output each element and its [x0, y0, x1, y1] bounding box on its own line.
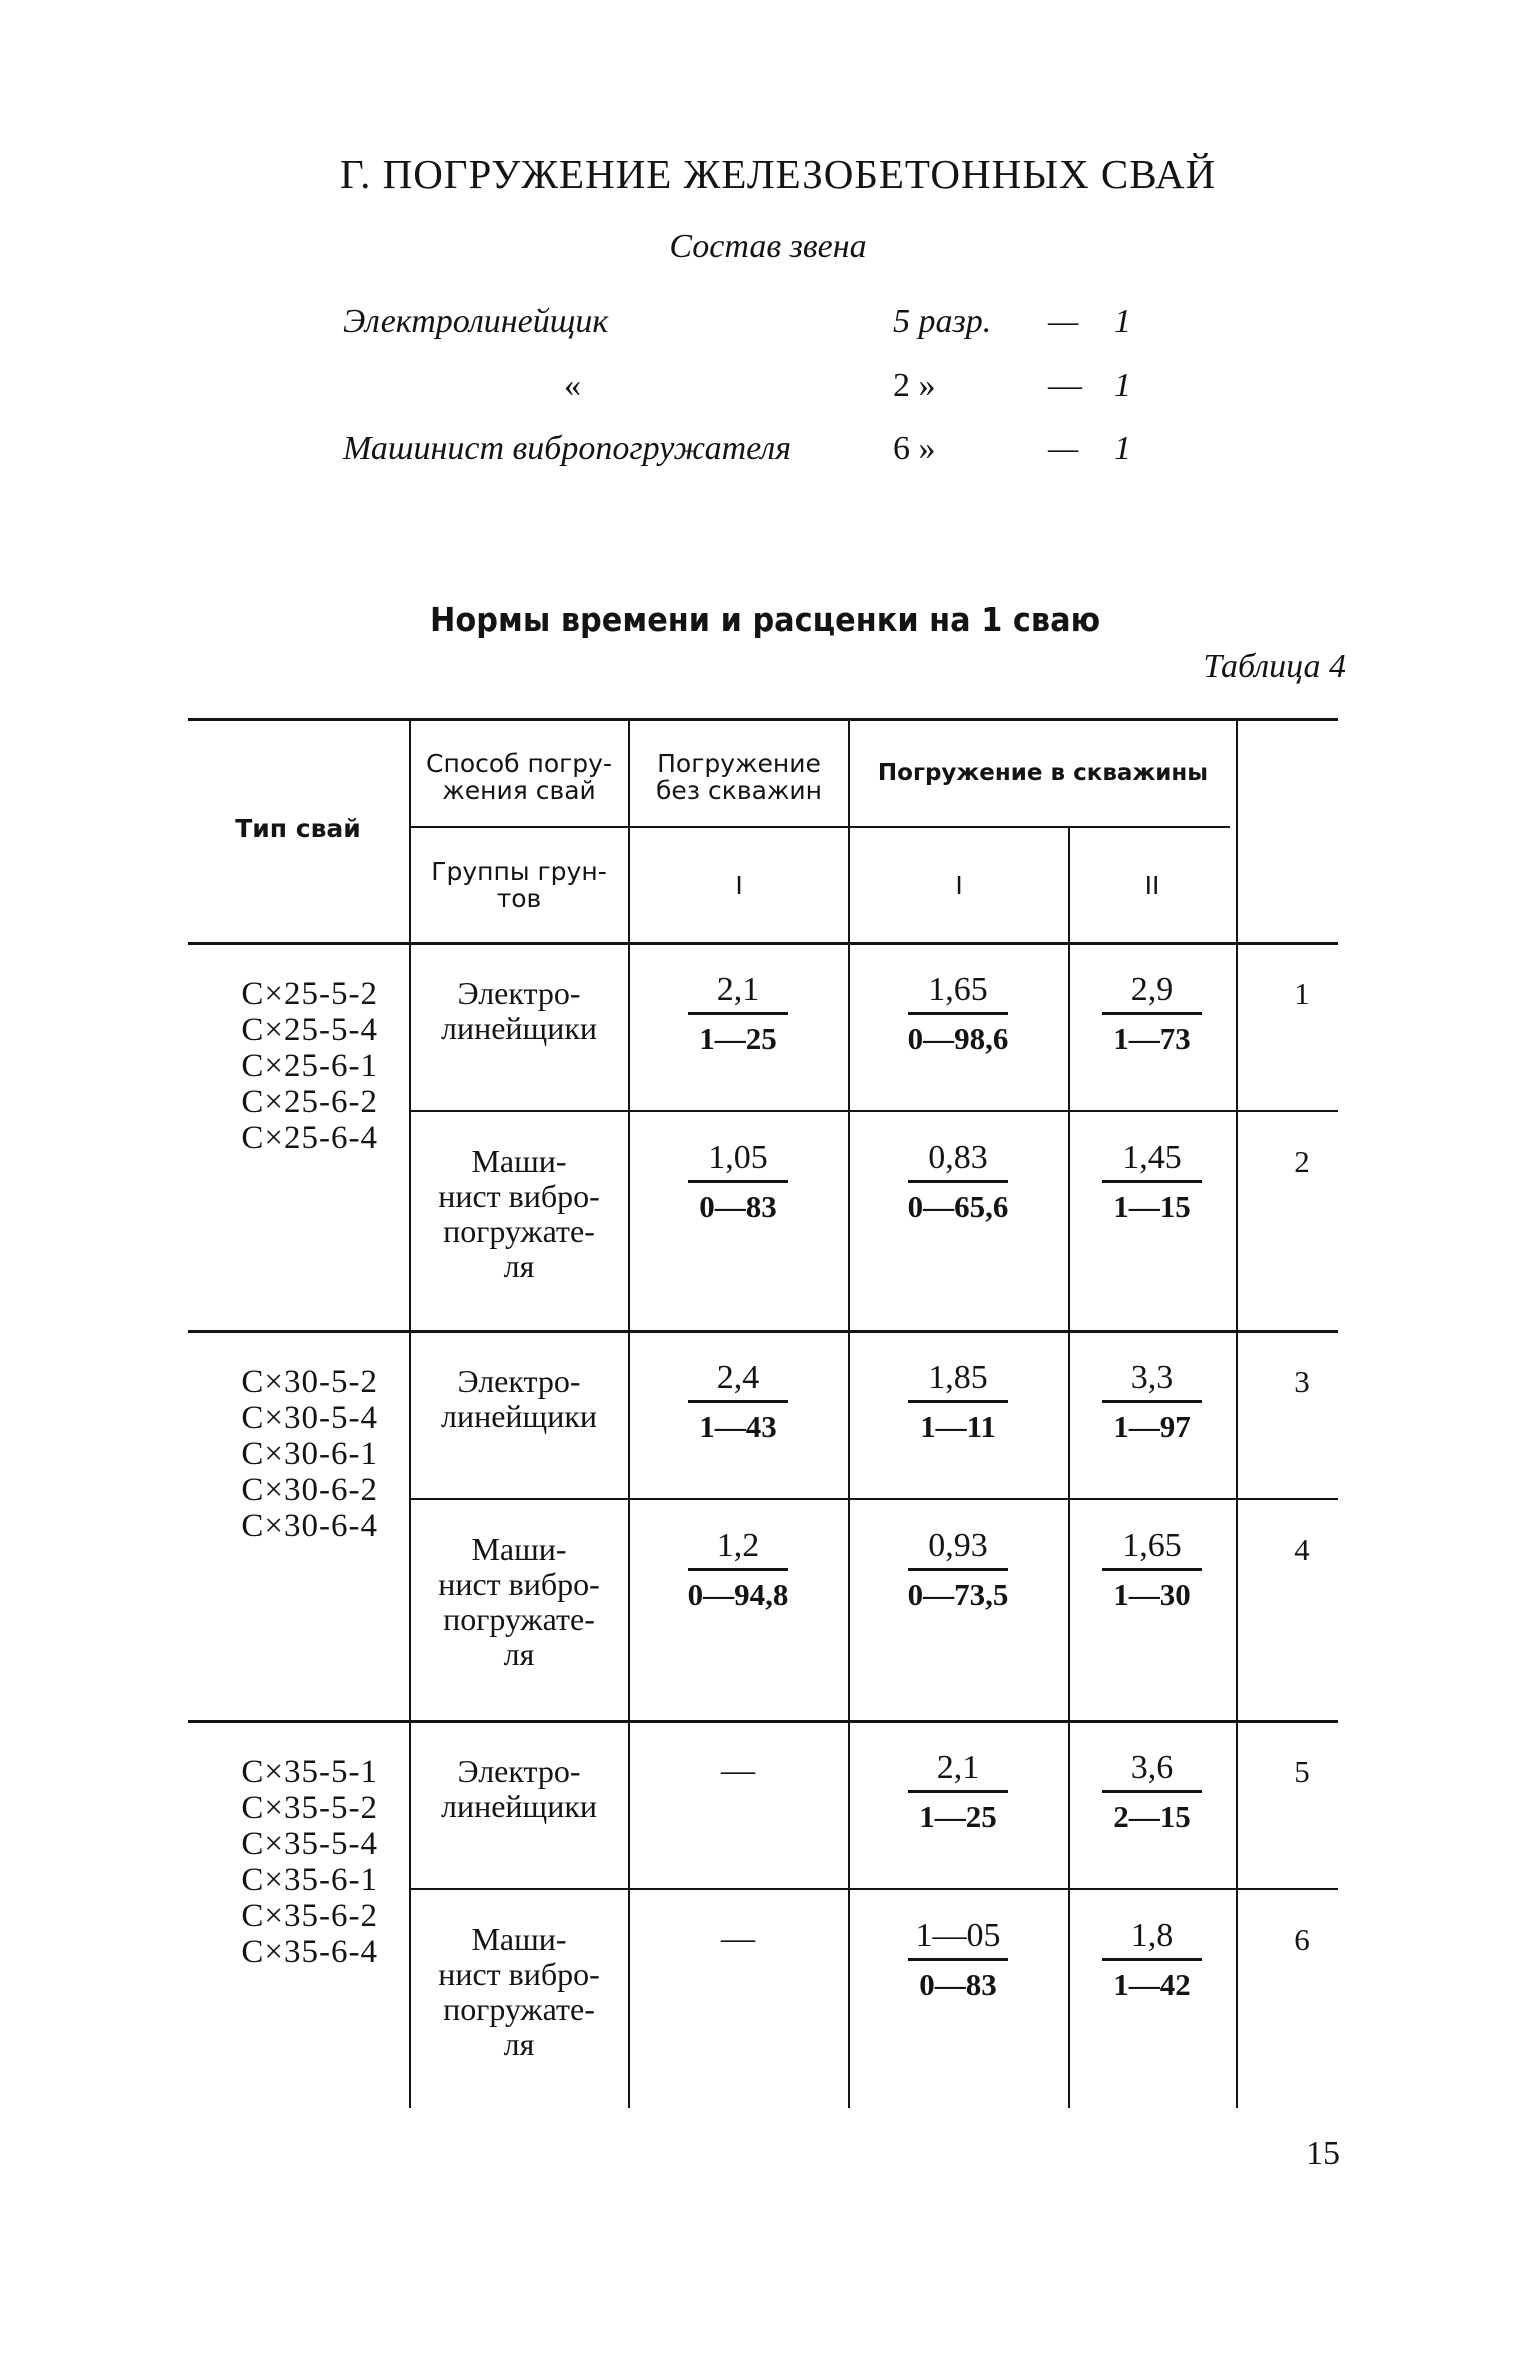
- method-line: Маши-: [471, 1921, 567, 1957]
- row-number: 5: [1294, 1754, 1310, 1789]
- method-line: линейщики: [441, 1398, 597, 1434]
- norm-fraction: [883, 1748, 1033, 1835]
- header-soil-groups: Группы грун-тов: [431, 857, 607, 913]
- fraction-bar: [688, 1400, 788, 1403]
- method-line: ля: [503, 1248, 535, 1284]
- norm-fraction: [883, 970, 1033, 1057]
- pile-type: С×30-5-4: [241, 1400, 378, 1436]
- time-norm: 2,4: [716, 1359, 760, 1396]
- pile-type: С×30-6-1: [241, 1436, 378, 1472]
- crew-role: «: [564, 367, 581, 404]
- crew-heading: Состав звена: [669, 228, 867, 265]
- method-line: линейщики: [441, 1788, 597, 1824]
- empty-dash: —: [721, 1752, 755, 1789]
- method-cell: [412, 1754, 626, 1824]
- rate-value: 1—25: [919, 1799, 997, 1834]
- pile-type: С×35-6-4: [241, 1934, 378, 1970]
- fraction-bar: [908, 1790, 1008, 1793]
- norm-fraction: [663, 1358, 813, 1445]
- method-line: нист вибро-: [438, 1956, 600, 1992]
- table-label: Таблица 4: [1203, 648, 1346, 685]
- method-cell: [412, 1364, 626, 1434]
- method-line: ля: [503, 2026, 535, 2062]
- time-norm: 2,9: [1130, 971, 1174, 1008]
- crew-count: 1: [1114, 430, 1131, 467]
- crew-grade: 6 »: [893, 430, 936, 467]
- rate-value: 1—73: [1113, 1021, 1191, 1056]
- crew-row: [0, 367, 1536, 411]
- norm-fraction: [883, 1916, 1033, 2003]
- fraction-bar: [1102, 1568, 1202, 1571]
- row-number: 6: [1294, 1922, 1310, 1957]
- col-rule: [409, 720, 411, 2108]
- table-top-rule: [188, 718, 1338, 721]
- crew-count: 1: [1114, 367, 1131, 404]
- crew-row: [0, 303, 1536, 347]
- header-group-1: I: [955, 871, 963, 900]
- norm-fraction: [1077, 1748, 1227, 1835]
- header-group-2: II: [1144, 871, 1160, 900]
- time-norm: 1—05: [915, 1917, 1001, 1954]
- time-norm: 1,05: [708, 1139, 768, 1176]
- rate-value: 1—43: [699, 1409, 777, 1444]
- time-norm: 1,2: [716, 1527, 760, 1564]
- method-cell: [412, 1922, 626, 2062]
- fraction-bar: [908, 1012, 1008, 1015]
- pile-type: С×35-5-2: [241, 1790, 378, 1826]
- row-number: 3: [1294, 1364, 1310, 1399]
- pile-type: С×35-6-2: [241, 1898, 378, 1934]
- time-norm: 2,1: [936, 1749, 980, 1786]
- group-rule: [188, 1330, 1338, 1333]
- rate-value: 0—83: [919, 1967, 997, 2002]
- col-rule: [1236, 720, 1238, 2108]
- fraction-bar: [908, 1568, 1008, 1571]
- pile-type: С×30-6-4: [241, 1508, 378, 1544]
- method-line: Маши-: [471, 1143, 567, 1179]
- group-rule: [188, 1720, 1338, 1723]
- rate-value: 1—25: [699, 1021, 777, 1056]
- method-line: погружате-: [443, 1991, 595, 2027]
- norm-fraction: [1077, 1526, 1227, 1613]
- row-rule: [410, 1498, 1338, 1500]
- page-number: 15: [1306, 2135, 1340, 2172]
- row-number: 4: [1294, 1532, 1310, 1567]
- method-line: погружате-: [443, 1213, 595, 1249]
- method-cell: [412, 976, 626, 1046]
- pile-type: С×25-6-2: [241, 1084, 378, 1120]
- norms-title: Нормы времени и расценки на 1 сваю: [430, 600, 1101, 639]
- pile-type: С×35-6-1: [241, 1862, 378, 1898]
- crew-grade: 5 разр.: [893, 303, 992, 340]
- row-rule: [410, 1888, 1338, 1890]
- pile-type-list: [188, 1754, 378, 1970]
- col-rule: [628, 720, 630, 2108]
- pile-type: С×30-6-2: [241, 1472, 378, 1508]
- method-line: Электро-: [457, 1363, 581, 1399]
- norm-fraction: [1077, 1138, 1227, 1225]
- time-norm: 0,93: [928, 1527, 988, 1564]
- norm-fraction: [1077, 1358, 1227, 1445]
- time-norm: 3,3: [1130, 1359, 1174, 1396]
- crew-row: [0, 430, 1536, 474]
- fraction-bar: [1102, 1958, 1202, 1961]
- method-line: погружате-: [443, 1601, 595, 1637]
- norm-fraction: [1077, 970, 1227, 1057]
- crew-count: 1: [1114, 303, 1131, 340]
- rate-value: 0—94,8: [687, 1577, 789, 1612]
- pile-type: С×25-6-4: [241, 1120, 378, 1156]
- norm-fraction: [663, 1138, 813, 1225]
- section-title: Г. ПОГРУЖЕНИЕ ЖЕЛЕЗОБЕТОННЫХ СВАЙ: [340, 151, 1217, 197]
- fraction-bar: [1102, 1180, 1202, 1183]
- row-rule: [410, 1110, 1338, 1112]
- fraction-bar: [1102, 1790, 1202, 1793]
- crew-role: Электролинейщик: [343, 303, 609, 340]
- time-norm: 1,65: [1122, 1527, 1182, 1564]
- norm-fraction: [663, 1526, 813, 1613]
- rate-value: 1—97: [1113, 1409, 1191, 1444]
- method-line: Электро-: [457, 975, 581, 1011]
- fraction-bar: [1102, 1400, 1202, 1403]
- header-bottom-rule: [188, 942, 1338, 945]
- header-no-wells: Погружение без скважин: [655, 749, 823, 805]
- norm-fraction: [883, 1358, 1033, 1445]
- pile-type-list: [188, 1364, 378, 1544]
- fraction-bar: [908, 1180, 1008, 1183]
- pile-type: С×30-5-2: [241, 1364, 378, 1400]
- fraction-bar: [688, 1012, 788, 1015]
- crew-dash: —: [1048, 367, 1082, 404]
- time-norm: 1,8: [1130, 1917, 1174, 1954]
- method-line: ля: [503, 1636, 535, 1672]
- method-cell: [412, 1144, 626, 1284]
- crew-dash: —: [1048, 303, 1079, 340]
- rate-value: 0—98,6: [907, 1021, 1009, 1056]
- rate-value: 1—15: [1113, 1189, 1191, 1224]
- crew-role: Машинист вибропогружателя: [343, 430, 792, 467]
- header-pile-type: Тип свай: [235, 814, 361, 843]
- rate-value: 0—83: [699, 1189, 777, 1224]
- rate-value: 1—11: [920, 1409, 996, 1444]
- norm-fraction: [663, 970, 813, 1057]
- method-line: нист вибро-: [438, 1566, 600, 1602]
- time-norm: 1,65: [928, 971, 988, 1008]
- norm-fraction: [883, 1138, 1033, 1225]
- method-line: нист вибро-: [438, 1178, 600, 1214]
- fraction-bar: [908, 1400, 1008, 1403]
- header-mid-rule: [410, 826, 1230, 828]
- pile-type: С×35-5-4: [241, 1826, 378, 1862]
- method-cell: [412, 1532, 626, 1672]
- method-line: линейщики: [441, 1010, 597, 1046]
- method-line: Электро-: [457, 1753, 581, 1789]
- fraction-bar: [688, 1180, 788, 1183]
- time-norm: 3,6: [1130, 1749, 1174, 1786]
- rate-value: 0—73,5: [907, 1577, 1009, 1612]
- rate-value: 2—15: [1113, 1799, 1191, 1834]
- crew-grade: 2 »: [893, 367, 936, 404]
- rate-value: 1—42: [1113, 1967, 1191, 2002]
- header-method: Способ погру-жения свай: [426, 749, 612, 805]
- row-number: 1: [1294, 976, 1310, 1011]
- norm-fraction: [883, 1526, 1033, 1613]
- col-rule: [848, 720, 850, 2108]
- time-norm: 1,85: [928, 1359, 988, 1396]
- pile-type: С×25-6-1: [241, 1048, 378, 1084]
- time-norm: 2,1: [716, 971, 760, 1008]
- method-line: Маши-: [471, 1531, 567, 1567]
- pile-type-list: [188, 976, 378, 1156]
- crew-dash: —: [1048, 430, 1079, 467]
- fraction-bar: [688, 1568, 788, 1571]
- rate-value: 0—65,6: [907, 1189, 1009, 1224]
- pile-type: С×35-5-1: [241, 1754, 378, 1790]
- time-norm: 1,45: [1122, 1139, 1182, 1176]
- pile-type: С×25-5-2: [241, 976, 378, 1012]
- pile-type: С×25-5-4: [241, 1012, 378, 1048]
- rate-value: 1—30: [1113, 1577, 1191, 1612]
- row-number: 2: [1294, 1144, 1310, 1179]
- fraction-bar: [908, 1958, 1008, 1961]
- empty-dash: —: [721, 1920, 755, 1957]
- fraction-bar: [1102, 1012, 1202, 1015]
- norm-fraction: [1077, 1916, 1227, 2003]
- header-wells: Погружение в скважины: [877, 760, 1209, 786]
- col-rule: [1068, 828, 1070, 2108]
- time-norm: 0,83: [928, 1139, 988, 1176]
- header-group-1: I: [735, 871, 743, 900]
